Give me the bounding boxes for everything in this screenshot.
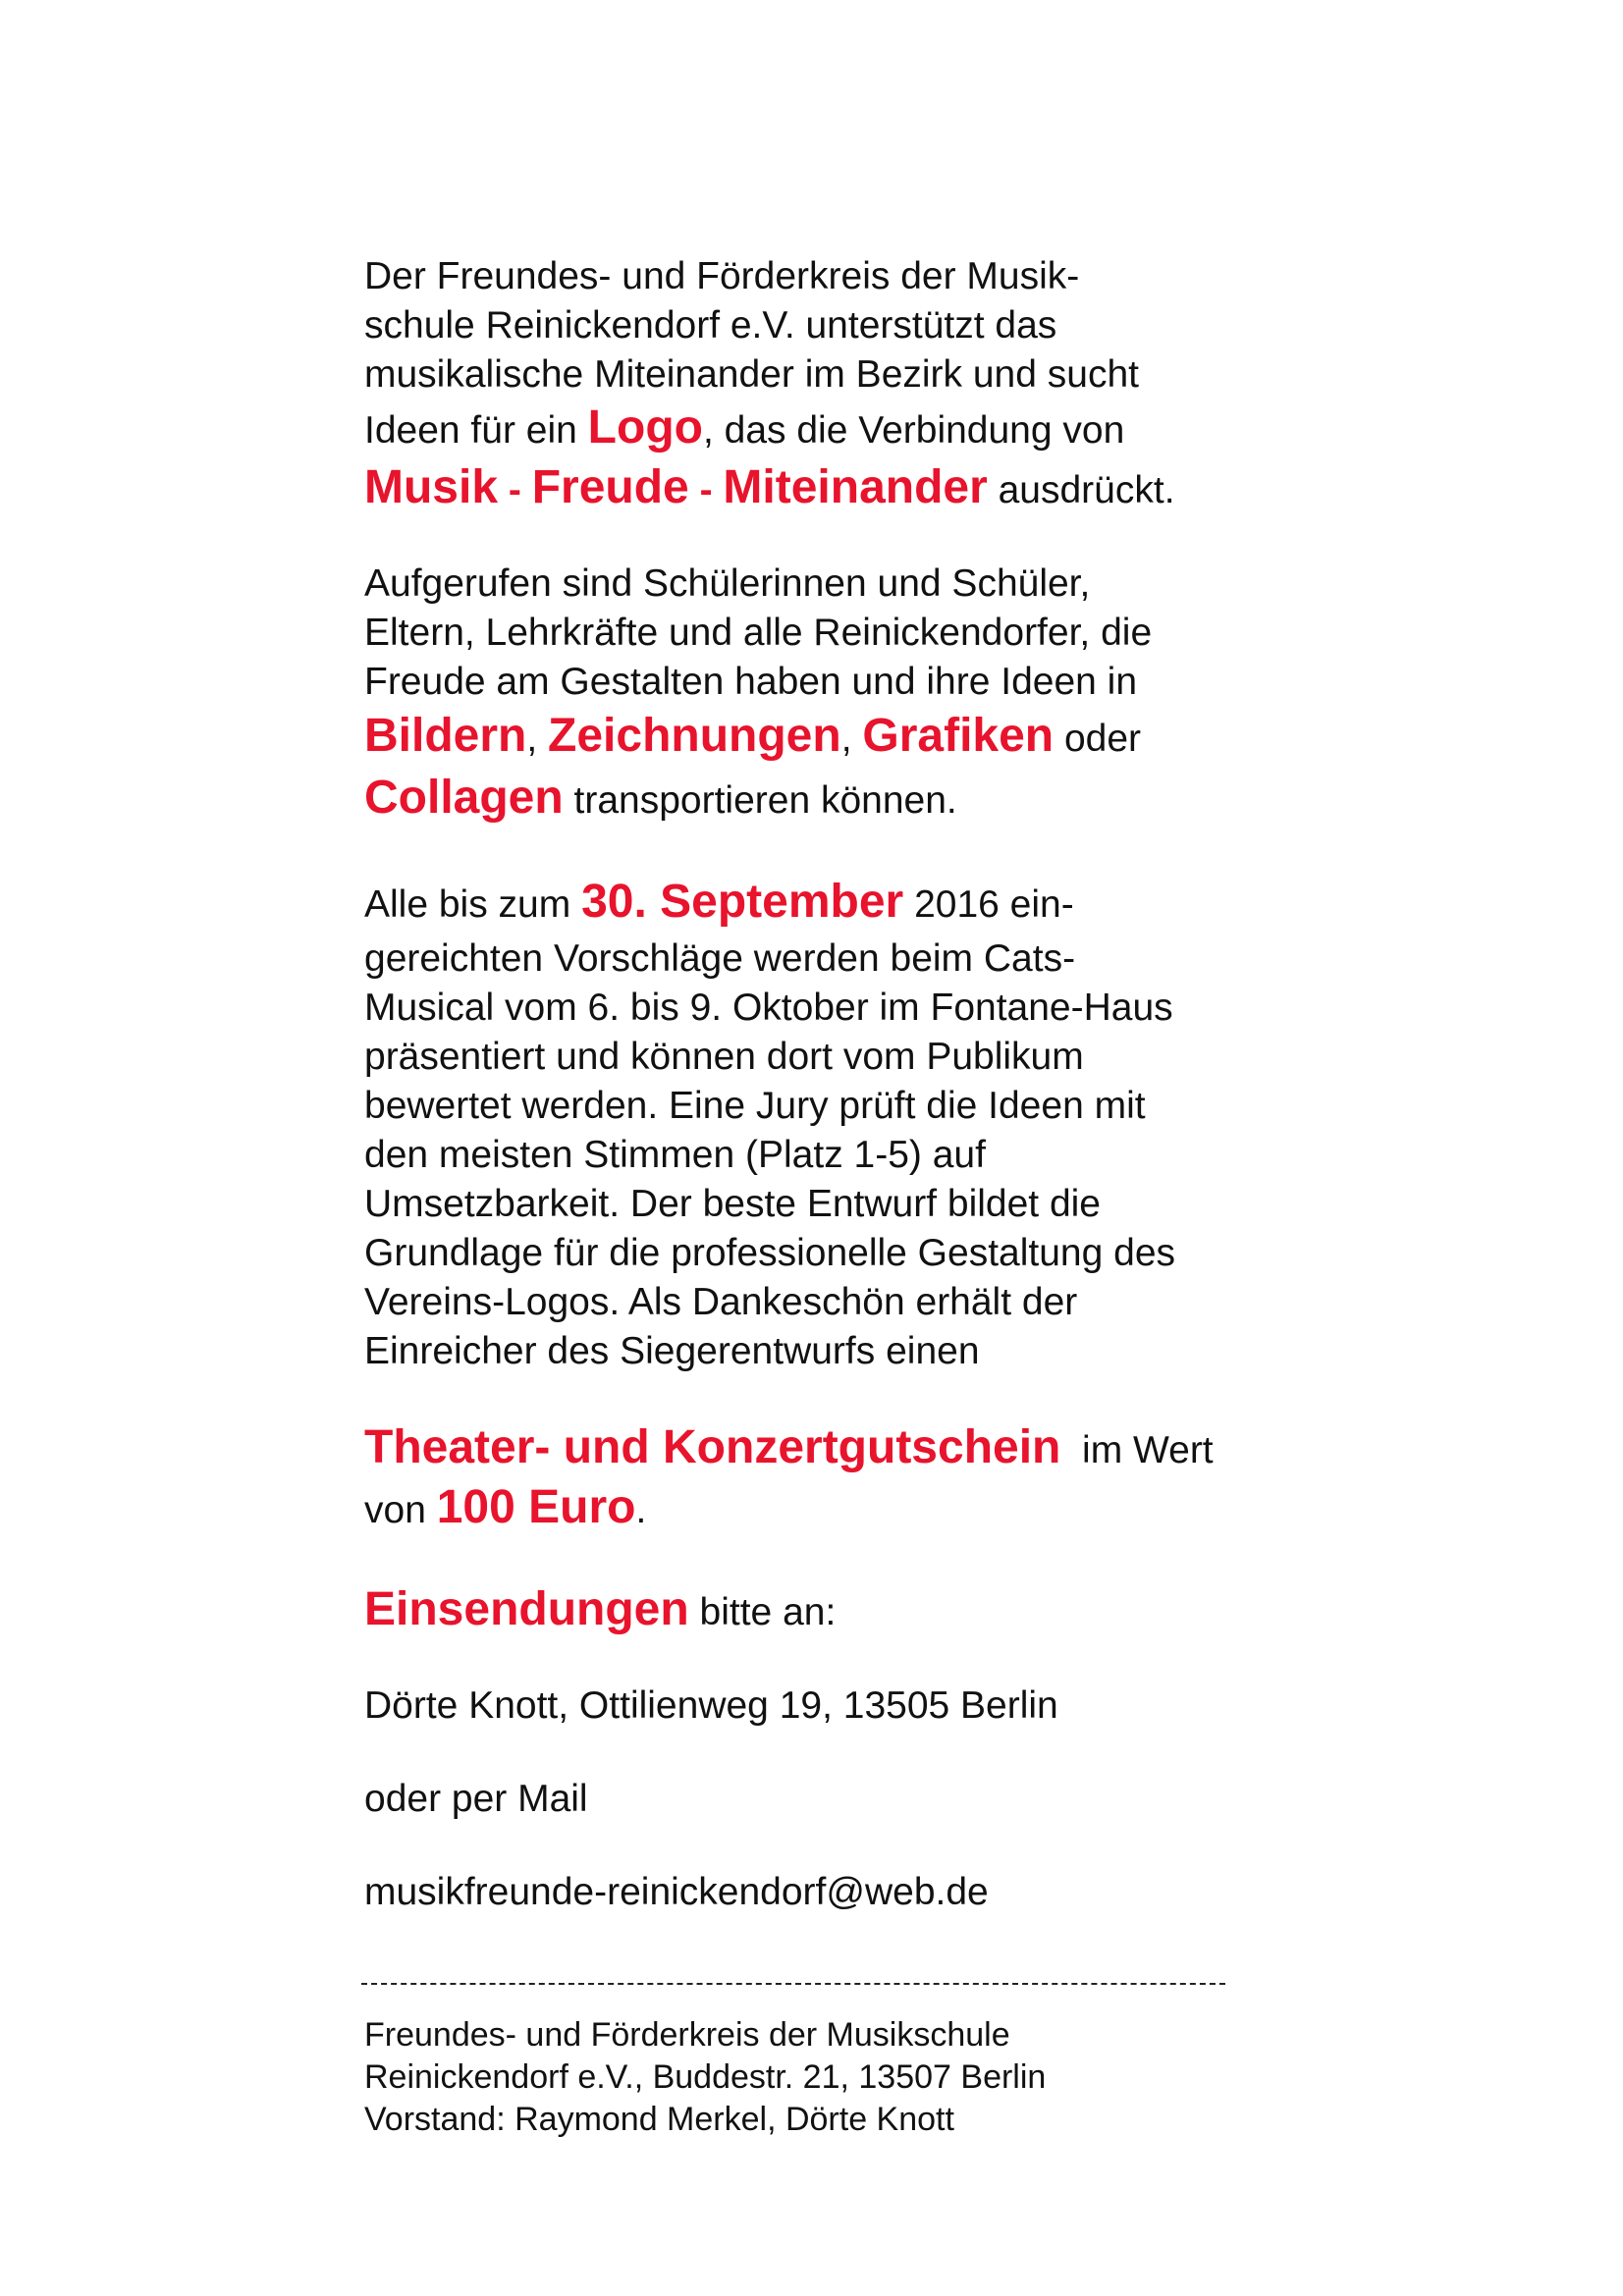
text-line: Der Freundes- und Förderkreis der Musik- [364,255,1080,297]
footer [364,2014,1046,2141]
highlight-musik: Musik [364,461,499,513]
text-line: Umsetzbarkeit. Der beste Entwurf bildet die [364,1183,1101,1225]
text-line: gereichten Vorschläge werden beim Cats- [364,937,1076,980]
highlight-logo: Logo [587,401,703,454]
highlight-zeichnungen: Zeichnungen [548,710,841,762]
text-line: von 100 Euro. [364,1481,647,1533]
text-line: Theater- und Konzertgutschein im Wert [364,1421,1214,1473]
highlight-amount: 100 Euro [436,1481,636,1533]
footer-line: Freundes- und Förderkreis der Musikschule [364,2016,1010,2054]
text-line: Eltern, Lehrkräfte und alle Reinickendorfer, die [364,612,1153,654]
prize-paragraph [364,1419,1346,1539]
text-line: Musik - Freude - Miteinander ausdrückt. [364,461,1175,513]
highlight-miteinander: Miteinander [723,461,988,513]
highlight-collagen: Collagen [364,772,564,824]
text-line: Collagen transportieren können. [364,772,957,824]
footer-line: Reinickendorf e.V., Buddestr. 21, 13507 Berlin [364,2058,1047,2096]
highlight-grafiken: Grafiken [862,710,1055,762]
footer-line: Vorstand: Raymond Merkel, Dörte Knott [364,2101,954,2138]
postal-address: Dörte Knott, Ottilienweg 19, 13505 Berlin [364,1684,1058,1727]
mail-label: oder per Mail [364,1778,588,1820]
intro-paragraph [364,252,1346,519]
send-heading: Einsendungen bitte an: [364,1583,837,1635]
text-line: schule Reinickendorf e.V. unterstützt das [364,304,1057,347]
call-paragraph [364,560,1346,830]
highlight-prize: Theater- und Konzertgutschein [364,1421,1061,1473]
text-line: den meisten Stimmen (Platz 1-5) auf [364,1134,986,1176]
text-line: musikalische Miteinander im Bezirk und sucht [364,353,1139,396]
footer-divider [361,1983,1225,1985]
text-line: Freude am Gestalten haben und ihre Ideen in [364,661,1138,703]
deadline-paragraph [364,873,1346,1376]
email-address[interactable]: musikfreunde-reinickendorf@web.de [364,1871,989,1913]
text-line: Bildern, Zeichnungen, Grafiken oder [364,710,1142,762]
text-line: Ideen für ein Logo, das die Verbindung von [364,401,1125,454]
text-line: Einreicher des Siegerentwurfs einen [364,1330,980,1372]
text-line: Vereins-Logos. Als Dankeschön erhält der [364,1281,1078,1323]
highlight-einsendungen: Einsendungen [364,1583,689,1635]
highlight-deadline: 30. September [581,876,904,928]
text-line: bewertet werden. Eine Jury prüft die Ideen mit [364,1085,1146,1127]
highlight-bildern: Bildern [364,710,527,762]
text-line: Alle bis zum 30. September 2016 ein- [364,876,1074,928]
text-line: Grundlage für die professionelle Gestaltung des [364,1232,1176,1274]
text-line: präsentiert und können dort vom Publikum [364,1036,1084,1078]
text-line: Musical vom 6. bis 9. Oktober im Fontane-Haus [364,987,1173,1029]
highlight-freude: Freude [531,461,689,513]
text-line: Aufgerufen sind Schülerinnen und Schüler, [364,562,1091,605]
